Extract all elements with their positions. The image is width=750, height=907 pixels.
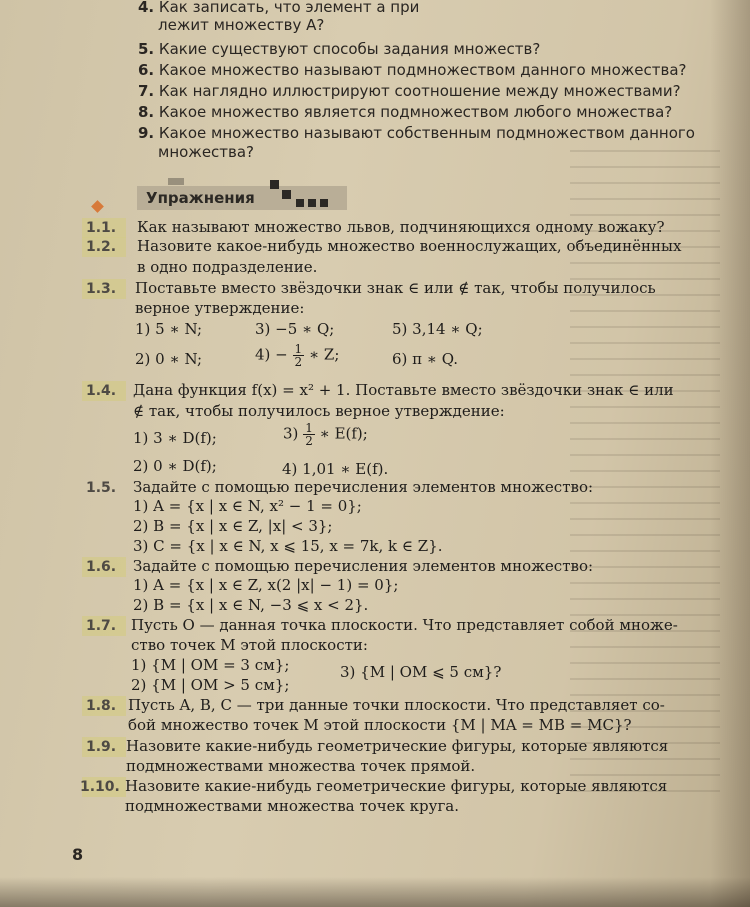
- exercise-1-2-text: в одно подразделение.: [137, 258, 318, 276]
- exercise-item: 2) B = {x | x ∈ N, −3 ⩽ x < 2}.: [133, 596, 369, 614]
- exercise-item: 3) C = {x | x ∈ N, x ⩽ 15, x = 7k, k ∈ Z}.: [133, 537, 443, 555]
- exercise-item: 3) −5 ∗ Q;: [255, 320, 335, 338]
- question-4: 4. Как записать, что элемент а при: [138, 0, 420, 16]
- question-8: 8. Какое множество является подмножеством любого множества?: [138, 103, 673, 121]
- section-diamond-icon: [91, 200, 104, 213]
- exercise-number: 1.10.: [80, 779, 120, 795]
- fraction: $\frac{1}{2}$: [305, 421, 313, 448]
- exercise-1-8-text: бой множество точек M этой плоскости {M | MA = MB = MC}?: [128, 716, 632, 734]
- exercise-item: 1) A = {x | x ∈ N, x² − 1 = 0};: [133, 497, 362, 515]
- exercise-number: 1.2.: [86, 239, 117, 255]
- exercise-1-3-text: Поставьте вместо звёздочки знак ∈ или ∉ так, чтобы получилось: [135, 279, 656, 297]
- exercise-number: 1.6.: [86, 559, 117, 575]
- exercise-1-4-text: Дана функция f(x) = x² + 1. Поставьте вместо звёздочки знак ∈ или: [133, 381, 674, 399]
- exercise-item: 4) 1,01 ∗ E(f).: [282, 460, 389, 478]
- exercise-item: 1) {M | OM = 3 см};: [131, 656, 290, 674]
- exercise-item: 4) − $\frac{1}{2}$ ∗ Z;: [255, 342, 340, 369]
- exercise-1-7-text: Пусть O — данная точка плоскости. Что представляет собой множе-: [131, 616, 678, 634]
- question-6: 6. Какое множество называют подмножеством данного множества?: [138, 61, 687, 79]
- page-number: 8: [72, 845, 84, 864]
- section-title: Упражнения: [146, 189, 255, 207]
- exercise-item: 2) 0 ∗ N;: [135, 350, 203, 368]
- exercise-1-1-text: Как называют множество львов, подчиняющихся одному вожаку?: [137, 218, 665, 236]
- exercise-number: 1.8.: [86, 698, 117, 714]
- decor-square-icon: [282, 190, 291, 199]
- decor-square-icon: [168, 178, 184, 185]
- decor-square-icon: [296, 199, 304, 207]
- fraction: $\frac{1}{2}$: [294, 342, 303, 369]
- exercise-1-9-text: Назовите какие-нибудь геометрические фигуры, которые являются: [126, 737, 669, 755]
- exercise-number: 1.5.: [86, 480, 117, 496]
- question-7: 7. Как наглядно иллюстрируют соотношение между множествами?: [138, 82, 681, 100]
- exercise-item: 2) B = {x | x ∈ Z, |x| < 3};: [133, 517, 333, 535]
- exercise-item: 3) $\frac{1}{2}$ ∗ E(f);: [283, 421, 368, 448]
- exercise-item: 6) π ∗ Q.: [392, 350, 459, 368]
- question-9-line-2: множества?: [158, 143, 255, 161]
- exercise-item: 2) {M | OM > 5 см};: [131, 676, 290, 694]
- exercise-1-7-text: ство точек M этой плоскости:: [131, 636, 368, 654]
- exercise-1-8-text: Пусть A, B, C — три данные точки плоскости. Что представляет со-: [128, 696, 665, 714]
- exercise-number: 1.1.: [86, 220, 117, 236]
- exercise-1-2-text: Назовите какое-нибудь множество военнослужащих, объединённых: [137, 237, 682, 255]
- exercise-item: 5) 3,14 ∗ Q;: [392, 320, 483, 338]
- exercise-item: 1) 5 ∗ N;: [135, 320, 203, 338]
- question-4-line-2: лежит множеству A?: [158, 16, 325, 34]
- exercise-1-10-text: Назовите какие-нибудь геометрические фигуры, которые являются: [125, 777, 668, 795]
- decor-square-icon: [270, 180, 279, 189]
- decor-square-icon: [320, 199, 328, 207]
- question-5: 5. Какие существуют способы задания множеств?: [138, 40, 541, 58]
- exercise-1-9-text: подмножествами множества точек прямой.: [126, 757, 476, 775]
- exercise-item: 1) 3 ∗ D(f);: [133, 429, 217, 447]
- exercise-number: 1.4.: [86, 383, 117, 399]
- decor-square-icon: [308, 199, 316, 207]
- exercise-1-6-text: Задайте с помощью перечисления элементов множество:: [133, 557, 594, 575]
- exercise-number: 1.7.: [86, 618, 117, 634]
- exercise-item: 2) 0 ∗ D(f);: [133, 457, 217, 475]
- page-shadow: [710, 0, 750, 907]
- page-shadow: [0, 877, 750, 907]
- exercise-1-3-text: верное утверждение:: [135, 299, 305, 317]
- exercise-number: 1.3.: [86, 281, 117, 297]
- exercise-1-4-text: ∉ так, чтобы получилось верное утверждение:: [133, 402, 505, 420]
- question-9: 9. Какое множество называют собственным подмножеством данного: [138, 124, 695, 142]
- exercise-item: 1) A = {x | x ∈ Z, x(2 |x| − 1) = 0};: [133, 576, 399, 594]
- exercise-1-10-text: подмножествами множества точек круга.: [125, 797, 460, 815]
- exercise-1-5-text: Задайте с помощью перечисления элементов множество:: [133, 478, 594, 496]
- exercise-number: 1.9.: [86, 739, 117, 755]
- exercise-item: 3) {M | OM ⩽ 5 см}?: [340, 663, 502, 681]
